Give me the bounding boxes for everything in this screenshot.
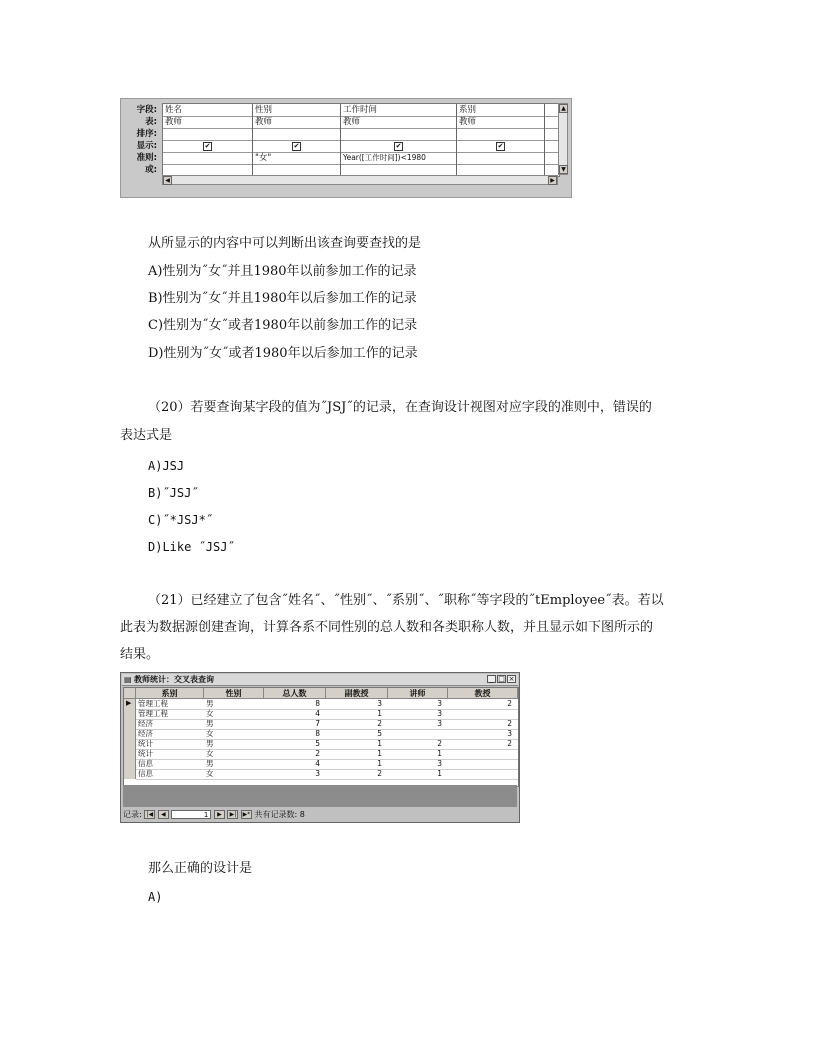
window-titlebar (122, 674, 518, 686)
table-cell[interactable]: 管理工程 (138, 699, 168, 708)
table-cell[interactable]: 经济 (138, 719, 153, 728)
total-records: 共有记录数: 8 (254, 810, 305, 819)
field-cell[interactable]: 性别 (255, 105, 273, 115)
row-label-field: 字段: (136, 105, 157, 115)
record-selector[interactable] (124, 699, 136, 779)
query-design-grid (120, 98, 572, 198)
field-cell[interactable]: 工作时间 (343, 105, 378, 115)
grid-column-dept[interactable] (457, 104, 545, 176)
horizontal-scrollbar[interactable] (162, 175, 558, 185)
criteria-cell[interactable]: Year([工作时间])<1980 (343, 153, 426, 162)
q20-stem-line2: 表达式是 (120, 428, 173, 443)
show-checkbox[interactable]: ✔ (293, 142, 300, 150)
q20-option-a: A)JSJ (148, 459, 185, 473)
table-cell[interactable]: 经济 (138, 729, 153, 738)
table-cell[interactable]: 1 (437, 769, 442, 778)
table-cell[interactable]: 女 (206, 709, 214, 718)
row-label-sort: 排序: (136, 129, 157, 139)
table-cell[interactable]: 女 (206, 769, 214, 778)
table-cell[interactable]: 统计 (138, 739, 153, 748)
next-record-icon[interactable]: ▶ (214, 810, 225, 819)
table-cell[interactable]: 女 (206, 749, 214, 758)
table-cell[interactable]: 5 (377, 729, 382, 738)
minimize-icon[interactable]: _ (487, 675, 496, 683)
record-navigator (123, 809, 305, 821)
current-record-icon: ▶ (126, 699, 132, 707)
scroll-up-icon[interactable]: ▲ (559, 104, 568, 113)
q20-stem-line1: （20）若要查询某字段的值为˝JSJ˝的记录，在查询设计视图对应字段的准则中，错误的 (148, 400, 652, 415)
table-cell[interactable]: 1 (437, 749, 442, 758)
table-cell[interactable]: 2 (315, 749, 320, 758)
table-cell[interactable]: 3 (437, 759, 442, 768)
col-header-dept[interactable]: 系别 (136, 688, 204, 699)
table-cell[interactable]: 统计 (138, 749, 153, 758)
table-cell[interactable]: 2 (377, 769, 382, 778)
q19-option-c: C)性别为˝女˝或者1980年以前参加工作的记录 (148, 318, 418, 333)
maximize-icon[interactable]: □ (498, 675, 505, 683)
q19-stem: 从所显示的内容中可以判断出该查询要查找的是 (148, 236, 422, 251)
close-icon[interactable]: × (508, 675, 515, 683)
table-cell[interactable]: 5 (315, 739, 320, 748)
table-cell[interactable]: 男 (206, 699, 214, 708)
table-cell[interactable] (448, 709, 512, 719)
table-cell[interactable]: 男 (206, 739, 214, 748)
table-cell[interactable]: 3 (437, 699, 442, 708)
table-cell[interactable]: 3 (437, 719, 442, 728)
window-title: 教师统计：交叉表查询 (134, 675, 214, 684)
q21-stem-line3: 结果。 (120, 647, 160, 662)
criteria-cell[interactable]: "女" (255, 153, 272, 163)
table-cell[interactable]: 女 (206, 729, 214, 738)
prev-record-icon[interactable]: ◀ (158, 810, 169, 819)
table-cell[interactable]: 信息 (138, 759, 153, 768)
table-cell[interactable]: 4 (315, 709, 320, 718)
table-cell[interactable] (448, 769, 512, 779)
scroll-right-icon[interactable]: ▶ (548, 176, 557, 185)
grid-column-name[interactable] (163, 104, 253, 176)
field-cell[interactable]: 姓名 (165, 105, 183, 115)
col-header-gender[interactable]: 性别 (204, 688, 264, 699)
table-cell[interactable]: 2 (507, 719, 512, 728)
table-cell[interactable]: 3 (377, 699, 382, 708)
q21-stem-line2: 此表为数据源创建查询，计算各系不同性别的总人数和各类职称人数，并且显示如下图所示的 (120, 620, 654, 635)
table-cell[interactable]: 8 (315, 729, 320, 738)
table-cell[interactable] (388, 729, 442, 739)
show-checkbox[interactable]: ✔ (395, 142, 402, 150)
row-label-show: 显示: (136, 141, 157, 151)
q19-option-b: B)性别为˝女˝并且1980年以后参加工作的记录 (148, 291, 417, 306)
col-header-assoc-prof[interactable]: 副教授 (326, 688, 388, 699)
first-record-icon[interactable]: |◀ (144, 810, 155, 819)
show-checkbox[interactable]: ✔ (204, 142, 211, 150)
record-label: 记录: (123, 810, 142, 819)
table-cell[interactable]: 1 (377, 709, 382, 718)
row-label-criteria: 准则: (136, 153, 157, 163)
table-cell[interactable]: 教师 (343, 117, 361, 127)
table-cell[interactable]: 2 (507, 699, 512, 708)
table-cell[interactable]: 2 (437, 739, 442, 748)
new-record-icon[interactable]: ▶* (242, 811, 251, 818)
table-cell[interactable] (448, 749, 512, 759)
crosstab-table (123, 687, 519, 787)
table-cell[interactable]: 3 (437, 709, 442, 718)
table-cell[interactable]: 3 (315, 769, 320, 778)
table-cell[interactable]: 教师 (255, 117, 273, 127)
table-cell[interactable]: 2 (377, 719, 382, 728)
row-label-or: 或: (145, 165, 157, 175)
table-cell[interactable]: 教师 (459, 117, 477, 127)
corner-cell (124, 688, 136, 699)
table-cell[interactable]: 4 (315, 759, 320, 768)
row-label-table: 表: (145, 117, 157, 127)
grid-column-gender[interactable] (253, 104, 341, 176)
table-cell[interactable]: 7 (315, 719, 320, 728)
q19-option-d: D)性别为˝女˝或者1980年以后参加工作的记录 (148, 346, 418, 361)
table-cell[interactable]: 信息 (138, 769, 153, 778)
grid-area (162, 103, 560, 177)
col-header-lecturer[interactable]: 讲师 (388, 688, 448, 699)
q21-answer-a: A) (148, 890, 163, 904)
q21-followup: 那么正确的设计是 (148, 861, 253, 876)
q21-stem-line1: （21）已经建立了包含˝姓名˝、˝性别˝、˝系别˝、˝职称˝等字段的˝tEmployee˝表。若以 (148, 593, 664, 608)
table-cell[interactable] (448, 759, 512, 769)
q20-option-d: D)Like ˝JSJ˝ (148, 540, 235, 554)
table-cell[interactable]: 1 (377, 759, 382, 768)
scroll-left-icon[interactable]: ◀ (163, 176, 172, 185)
table-cell[interactable]: 男 (206, 719, 214, 728)
table-cell[interactable]: 1 (377, 749, 382, 758)
last-record-icon[interactable]: ▶| (227, 810, 238, 819)
show-checkbox[interactable]: ✔ (497, 142, 504, 150)
field-cell[interactable]: 系别 (459, 105, 477, 115)
scroll-down-icon[interactable]: ▼ (559, 165, 568, 174)
table-cell[interactable]: 1 (377, 739, 382, 748)
table-cell[interactable]: 管理工程 (138, 709, 168, 718)
grid-column-worktime[interactable] (341, 104, 457, 176)
col-header-total[interactable]: 总人数 (264, 688, 326, 699)
empty-area (123, 785, 517, 807)
col-header-professor[interactable]: 教授 (448, 688, 518, 699)
vertical-scrollbar[interactable] (558, 103, 568, 175)
table-cell[interactable]: 3 (507, 729, 512, 738)
table-cell[interactable]: 8 (315, 699, 320, 708)
crosstab-window (120, 672, 520, 823)
q19-option-a: A)性别为˝女˝并且1980年以前参加工作的记录 (148, 264, 417, 279)
table-cell[interactable]: 2 (507, 739, 512, 748)
table-cell[interactable]: 教师 (165, 117, 183, 127)
table-cell[interactable]: 男 (206, 759, 214, 768)
q20-option-c: C)˝*JSJ*˝ (148, 513, 214, 527)
window-app-icon: ▤ (124, 675, 132, 684)
record-number-input[interactable]: 1 (171, 810, 211, 819)
q20-option-b: B)˝JSJ˝ (148, 486, 199, 500)
